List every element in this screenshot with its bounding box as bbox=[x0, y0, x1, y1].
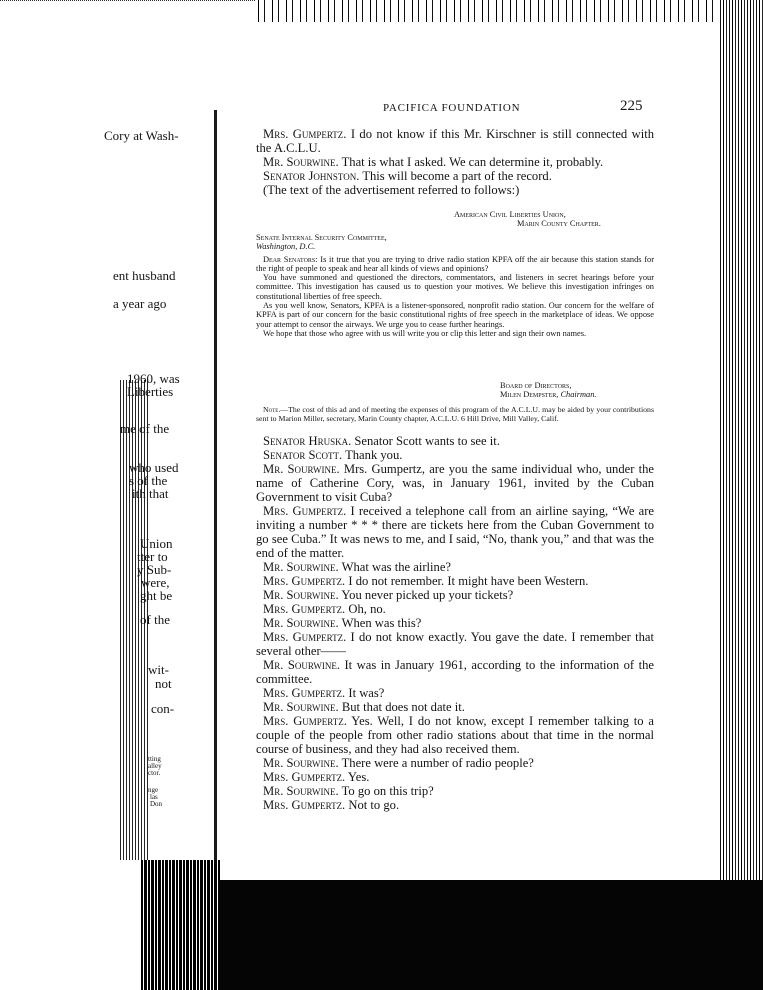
left-page-fragment: Union bbox=[140, 536, 173, 551]
dialogue-paragraph bbox=[256, 504, 654, 560]
left-page-fragment: who used bbox=[129, 460, 179, 475]
running-head: PACIFICA FOUNDATION bbox=[383, 102, 521, 114]
speaker: Mr. Sourwine. bbox=[263, 560, 339, 574]
utterance: Yes. bbox=[347, 770, 370, 784]
ad-org-line2: Marin County Chapter. bbox=[517, 219, 601, 228]
ad-org-line1: American Civil Liberties Union, bbox=[454, 210, 566, 219]
utterance: What was the airline? bbox=[341, 560, 452, 574]
record-note: (The text of the advertisement referred to follows:) bbox=[263, 183, 520, 197]
left-page-fragment: Cory at Wash- bbox=[104, 128, 179, 143]
left-page-fragment: ith that bbox=[132, 486, 169, 501]
ad-paragraph: Dear Senators: Is it true that you are trying to drive radio station KPFA off the air because this station stands for the right of people to speak and hear all kinds of views and opinions? bbox=[256, 254, 654, 273]
left-page-fragment-small: ctor. bbox=[148, 769, 161, 777]
left-page-fragment-small: nge bbox=[148, 786, 159, 794]
left-page-fragment: wit- bbox=[148, 662, 169, 677]
left-page-fragment: ent husband bbox=[113, 268, 176, 283]
dialogue-paragraph bbox=[256, 127, 654, 155]
utterance: Not to go. bbox=[348, 798, 400, 812]
utterance: This will become a part of the record. bbox=[362, 169, 552, 183]
speaker: Mrs. Gumpertz. bbox=[263, 798, 346, 812]
dialogue-paragraph bbox=[256, 462, 654, 504]
dialogue-paragraph bbox=[256, 714, 654, 756]
utterance: I received a telephone call from an airline saying, “We are inviting a number * * * there are tickets here from the Cuban Government to go see Cuba.” It was news to me, and I said, “No, thank you,” and that was the end of the matter. bbox=[256, 504, 654, 560]
ad-note: Note.—The cost of this ad and of meeting the expenses of this program of the A.C.L.U. may be aided by your contributions sent to Marion Miller, secretary, Marin County chapter, A.C.L.U. 6 Hill Drive, Mill Valley, Calif. bbox=[256, 405, 654, 423]
left-page-fragment-small: alley bbox=[148, 762, 162, 770]
ad-addressee: Senate Internal Security Committee, bbox=[256, 233, 387, 242]
speaker: Mr. Sourwine. bbox=[263, 658, 340, 672]
left-page-fragment: s of the bbox=[129, 473, 168, 488]
dialogue-paragraph bbox=[256, 560, 654, 574]
dialogue-paragraph bbox=[256, 448, 654, 462]
speaker: Mr. Sourwine. bbox=[263, 784, 339, 798]
utterance: I do not know exactly. You gave the date. I remember that several other—— bbox=[256, 630, 654, 658]
dialogue-paragraph bbox=[256, 700, 654, 714]
speaker: Mr. Sourwine. bbox=[263, 756, 339, 770]
dialogue-paragraph bbox=[256, 756, 654, 770]
dialogue-paragraph bbox=[256, 434, 654, 448]
utterance: I do not remember. It might have been Western. bbox=[348, 574, 589, 588]
left-page-fragment-small: las bbox=[150, 793, 158, 801]
utterance: To go on this trip? bbox=[341, 784, 434, 798]
left-page-fragment: not bbox=[155, 676, 172, 691]
dialogue-paragraph bbox=[256, 602, 654, 616]
speaker: Mrs. Gumpertz. bbox=[263, 127, 347, 141]
speaker: Mrs. Gumpertz. bbox=[263, 770, 346, 784]
utterance: But that does not date it. bbox=[341, 700, 465, 714]
speaker: Mrs. Gumpertz. bbox=[263, 686, 346, 700]
left-page-fragment: 1960, was bbox=[127, 371, 180, 386]
scan-bottom-left-noise bbox=[140, 860, 220, 990]
left-page-fragment: y Sub- bbox=[137, 562, 172, 577]
utterance: Senator Scott wants to see it. bbox=[354, 434, 500, 448]
dialogue-paragraph bbox=[256, 169, 654, 183]
utterance: Thank you. bbox=[345, 448, 403, 462]
left-page-fragment: of the bbox=[140, 612, 170, 627]
left-page-fragment: me of the bbox=[120, 421, 170, 436]
speaker: Mr. Sourwine. bbox=[263, 462, 340, 476]
utterance: Oh, no. bbox=[348, 602, 386, 616]
speaker: Mrs. Gumpertz. bbox=[263, 714, 347, 728]
ad-paragraph: We hope that those who agree with us will write you or clip this letter and sign their own names. bbox=[263, 328, 587, 338]
left-page-fragment: Liberties bbox=[127, 384, 174, 399]
utterance: It was in January 1961, according to the information of the committee. bbox=[256, 658, 654, 686]
page-gutter-line bbox=[214, 110, 217, 930]
left-page-fragment: tter to bbox=[137, 549, 168, 564]
ad-address: Washington, D.C. bbox=[256, 242, 316, 252]
speaker: Senator Hruska. bbox=[263, 434, 352, 448]
speaker: Mrs. Gumpertz. bbox=[263, 574, 346, 588]
ad-paragraph: As you well know, Senators, KPFA is a listener-sponsored, nonprofit radio station. Our concern for the welfare of KPFA is part of our concern for the basic constitutional rights of free speech in the marketplace of ideas. We oppose your attempt to censor the airways. We urge you to cease further hearings. bbox=[256, 301, 654, 329]
dialogue-paragraph bbox=[256, 588, 654, 602]
dialogue-paragraph bbox=[256, 630, 654, 658]
speaker: Mrs. Gumpertz. bbox=[263, 630, 347, 644]
ad-signature-line1: Board of Directors, bbox=[500, 381, 572, 390]
dialogue-paragraph bbox=[256, 574, 654, 588]
left-page-fragment-small: Don bbox=[150, 800, 163, 808]
utterance: When was this? bbox=[341, 616, 422, 630]
utterance: There were a number of radio people? bbox=[341, 756, 534, 770]
left-page-fragment: a year ago bbox=[113, 296, 167, 311]
utterance: Yes. Well, I do not know, except I remember talking to a couple of the people from other radio stations about that time in the normal course of business, and they had also received them. bbox=[256, 714, 654, 756]
scan-bottom-black bbox=[218, 880, 763, 990]
hearing-dialogue bbox=[256, 434, 654, 812]
scan-right-edge bbox=[718, 0, 763, 930]
scan-top-noise bbox=[255, 0, 763, 22]
page-number: 225 bbox=[620, 98, 643, 114]
dialogue-paragraph bbox=[256, 616, 654, 630]
utterance: It was? bbox=[348, 686, 385, 700]
left-page-fragment-small: tting bbox=[148, 755, 161, 763]
opening-dialogue bbox=[256, 127, 654, 197]
utterance: That is what I asked. We can determine it, probably. bbox=[341, 155, 604, 169]
speaker: Mrs. Gumpertz. bbox=[263, 504, 347, 518]
dialogue-paragraph bbox=[256, 770, 654, 784]
utterance: Mrs. Gumpertz, are you the same individual who, under the name of Catherine Cory, was, in January 1961, invited by the Cuban Government to visit Cuba? bbox=[256, 462, 654, 504]
advertisement-body bbox=[256, 233, 654, 338]
speaker: Mr. Sourwine. bbox=[263, 588, 339, 602]
speaker: Senator Scott. bbox=[263, 448, 343, 462]
speaker: Senator Johnston. bbox=[263, 169, 360, 183]
ad-signature-name: Milen Dempster, Chairman. bbox=[500, 390, 597, 399]
dialogue-paragraph bbox=[256, 658, 654, 686]
dialogue-paragraph bbox=[256, 155, 654, 169]
left-page-fragment: ght be bbox=[140, 588, 173, 603]
speaker: Mr. Sourwine. bbox=[263, 155, 339, 169]
dialogue-paragraph bbox=[256, 686, 654, 700]
ad-paragraph: You have summoned and questioned the directors, commentators, and listeners in secret hearings before your committee. This investigation has caused us to question your motives. We believe this investigation infringes on constitutional liberties of free speech. bbox=[256, 273, 654, 301]
dialogue-paragraph bbox=[256, 784, 654, 798]
utterance: You never picked up your tickets? bbox=[341, 588, 514, 602]
utterance: I do not know if this Mr. Kirschner is still connected with the A.C.L.U. bbox=[256, 127, 655, 155]
left-page-fragment: were, bbox=[141, 575, 170, 590]
speaker: Mrs. Gumpertz. bbox=[263, 602, 346, 616]
left-page-fragment: con- bbox=[151, 701, 175, 716]
speaker: Mr. Sourwine. bbox=[263, 700, 339, 714]
dialogue-paragraph bbox=[256, 798, 654, 812]
speaker: Mr. Sourwine. bbox=[263, 616, 339, 630]
